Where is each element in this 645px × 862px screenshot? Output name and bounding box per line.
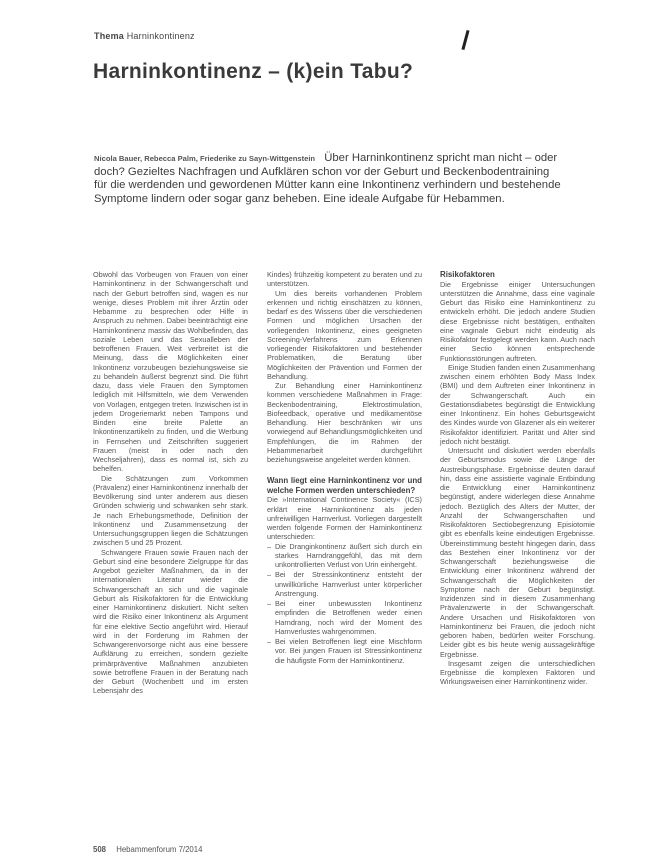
paragraph: Schwangere Frauen sowie Frauen nach der Geburt sind eine besondere Zielgruppe für das Angebot gezielter Maßnahmen, da in der internationalen Literatur wieder die Schwangerschaft an sich und die vaginale Geburt als Risikofaktoren für die Entwicklung einer Harninkontinenz diskutiert. Nicht selten wird die Risiko einer Inkontinenz als Argument für eine elektive Sectio angeführt wird. Hierauf wird in der Forderung im Rahmen der Schwangerenvorsorge nicht aus eine bessere Aufklärung zu erreichen, sondern gezielte primärpräventive Maßnahmen anzubieten sowie betroffene Frauen in der Beratung nach der Geburt (Wochenbett und im ersten Lebensjahr des bbox=[93, 547, 248, 696]
section-label: Thema bbox=[94, 31, 125, 41]
section-heading: Risikofaktoren bbox=[440, 270, 495, 279]
list-item: – Die Dranginkontinenz äußert sich durch ein starkes Harndranggefühl, das mit dem unkontrollierten Verlust von Urin einhergeht. bbox=[267, 542, 422, 570]
text-column-2 bbox=[267, 270, 422, 666]
list-item: – Bei einer unbewussten Inkontinenz empfinden die Betroffenen weder einen Harndrang, noch wird der Moment des Harnverlustes wahrgenommen. bbox=[267, 599, 422, 636]
topic-label: Harninkontinenz bbox=[126, 31, 195, 41]
paragraph: Die Schätzungen zum Vorkommen (Prävalenz) einer Harninkontinenz innerhalb der Bevölkerung sind unter anderem aus diesen Gründen schwierig und schwanken sehr stark. Je nach Erhebungsmethode, Definition der Inkontinenz und Zusammensetzung der Untersuchungsgruppen liegen die Schätzungen zwischen 5 und 25 Prozent. bbox=[93, 473, 248, 548]
section-kicker bbox=[94, 31, 195, 41]
section-heading: Wann liegt eine Harninkontinenz vor und welche Formen werden unterschieden? bbox=[267, 476, 422, 495]
list-item: – Bei der Stressinkontinenz entsteht der unwillkürliche Harnverlust unter körperlicher Anstrengung. bbox=[267, 570, 422, 598]
authors: Nicola Bauer, Rebecca Palm, Friederike zu Sayn-Wittgenstein bbox=[94, 154, 316, 163]
paragraph: Die »International Continence Society« (ICS) erklärt eine Harninkontinenz als jeden unfreiwilligen Harnverlust. Vorliegen dargestellt werden folgende Formen der Harninkontinenz unterschieden: bbox=[267, 495, 422, 542]
text-column-3 bbox=[440, 270, 595, 687]
decorative-stroke bbox=[461, 30, 469, 50]
page-footer bbox=[93, 845, 202, 854]
article-lead bbox=[94, 152, 562, 206]
paragraph: Einige Studien fanden einen Zusammenhang zwischen einem erhöhten Body Mass Index (BMI) und dem Auftreten einer Inkontinenz in der Schwangerschaft. Auch ein Gestationsdiabetes begünstigt die Entwicklung einer Inkontinenz. Ein hohes Geburtsgewicht des Kindes wurde von Glazener als ein weiterer Risikofaktor identifiziert. Parität und Alter sind jedoch nicht bestätigt. bbox=[440, 362, 595, 446]
journal-name: Hebammenforum 7/2014 bbox=[116, 845, 203, 854]
paragraph: Untersucht und diskutiert werden ebenfalls der Geburtsmodus sowie die Länge der Austreibungsphase. Ergebnisse deuten darauf hin, dass eine assistierte vaginale Entbindung die Entwicklung einer Harninkontinenz begünstigt, andere widerlegen diese Annahme jedoch. Bezüglich des Alters der Mutter, der Anzahl der Schwangerschaften und Risikofaktoren Sectiobegrenzung Episiotomie gibt es ebenfalls keine eindeutigen Ergebnisse. Übereinstimmung besteht hingegen darin, dass das Bestehen einer Inkontinenz vor der Schwangerschaft beziehungsweise die Entwicklung einer Inkontinenz während der Schwangerschaft die Möglichkeiten der Symptome nach der Geburt begünstigt. Inzidenzen sind in diesem Zusammenhang Prävalenzwerte in der Schwangerschaft. Andere Ursachen und Risikofaktoren von Harninkontinenz bei Frauen, die jedoch nicht geboren haben, bedürfen weiter Forschung. Leider gibt es bis heute wenig aussagekräftige Ergebnisse. bbox=[440, 446, 595, 659]
lead-text: Über Harninkontinenz spricht man nicht – oder doch? Gezieltes Nachfragen und Aufklären schon vor der Geburt und Beckenbodentraining für die werdenden und gewordenen Mütter kann eine Inkontinenz verhindern und bestehende Symptome lindern oder sogar ganz beheben. Eine ideale Aufgabe für Hebammen. bbox=[94, 152, 561, 205]
page-number: 508 bbox=[93, 845, 107, 854]
paragraph: Zur Behandlung einer Harninkontinenz kommen verschiedene Maßnahmen in Frage: Beckenbodentraining, Elektrostimulation, Biofeedback, operative und medikamentöse Behandlung. Hier beschränken wir uns vorwiegend auf Behandlungsmöglichkeiten und Empfehlungen, die im Rahmen der Hebammenarbeit durchgeführt beziehungsweise angeleitet werden können. bbox=[267, 381, 422, 464]
paragraph: Um dies bereits vorhandenen Problem erkennen und richtig einschätzen zu können, bedarf es des Wissens über die verschiedenen Formen und möglichen Ursachen der vorliegenden Inkontinenz, eines geeigneten Screening-Verfahrens zum Erkennen vorliegender Risikofaktoren und bestehender Problematiken, die Beratung über Möglichkeiten der Prävention und Formen der Behandlung. bbox=[267, 288, 422, 381]
text-column-1 bbox=[93, 270, 248, 696]
paragraph: Obwohl das Vorbeugen von Frauen von einer Harninkontinenz in der Schwangerschaft und nach der Geburt betroffen sind, wagen es nur wenige, dieses Problem mit ihrer Ärztin oder Hebamme zu besprechen oder Hilfe in Anspruch zu nehmen. Dabei beeinträchtigt eine Harninkontinenz massiv das Wohlbefinden, das soziale Leben und das Sexualleben der betroffenen Frauen. Weit verbreitet ist die Meinung, dass die Möglichkeiten einer Inkontinenz vorzubeugen beziehungsweise sie zu behandeln äußerst begrenzt sind. Die führt dazu, dass viele Frauen den Symptomen lediglich mit Hilfsmitteln, wie dem Verwenden von Vorlagen, entgegen treten. Inzwischen ist in jedem Drogeriemarkt neben Tampons und Binden eine breite Palette an Inkontinenzartikeln zu finden, und die Werbung in Fernsehen und Zeitschriften suggeriert Frauen (meist in oder nach den Wechseljahren), dass es normal ist, sich zu behelfen. bbox=[93, 270, 248, 474]
paragraph: Insgesamt zeigen die unterschiedlichen Ergebnisse die komplexen Faktoren und Wirkungsweisen einer Harninkontinenz wider. bbox=[440, 658, 595, 687]
list-item: – Bei vielen Betroffenen liegt eine Mischform vor. Bei jungen Frauen ist Stressinkontinenz die häufigste Form der Harninkontinenz. bbox=[267, 637, 422, 665]
article-title: Harninkontinenz – (k)ein Tabu? bbox=[93, 60, 414, 83]
paragraph: Kindes) frühzeitig kompetent zu beraten und zu unterstützen. bbox=[267, 270, 422, 289]
forms-list bbox=[267, 542, 422, 665]
paragraph: Die Ergebnisse einiger Untersuchungen unterstützen die Annahme, dass eine vaginale Geburt das Risiko eine Harninkontinenz zu entwickeln erhöht. Die jedoch andere Studien diese Ergebnisse nicht bestätigen, enthalten eine vaginale Geburt nicht eindeutig als Risikofaktor festgelegt werden kann. Auch nach einer Sectio können entsprechende Funktionsstörungen auftreten. bbox=[440, 279, 595, 363]
